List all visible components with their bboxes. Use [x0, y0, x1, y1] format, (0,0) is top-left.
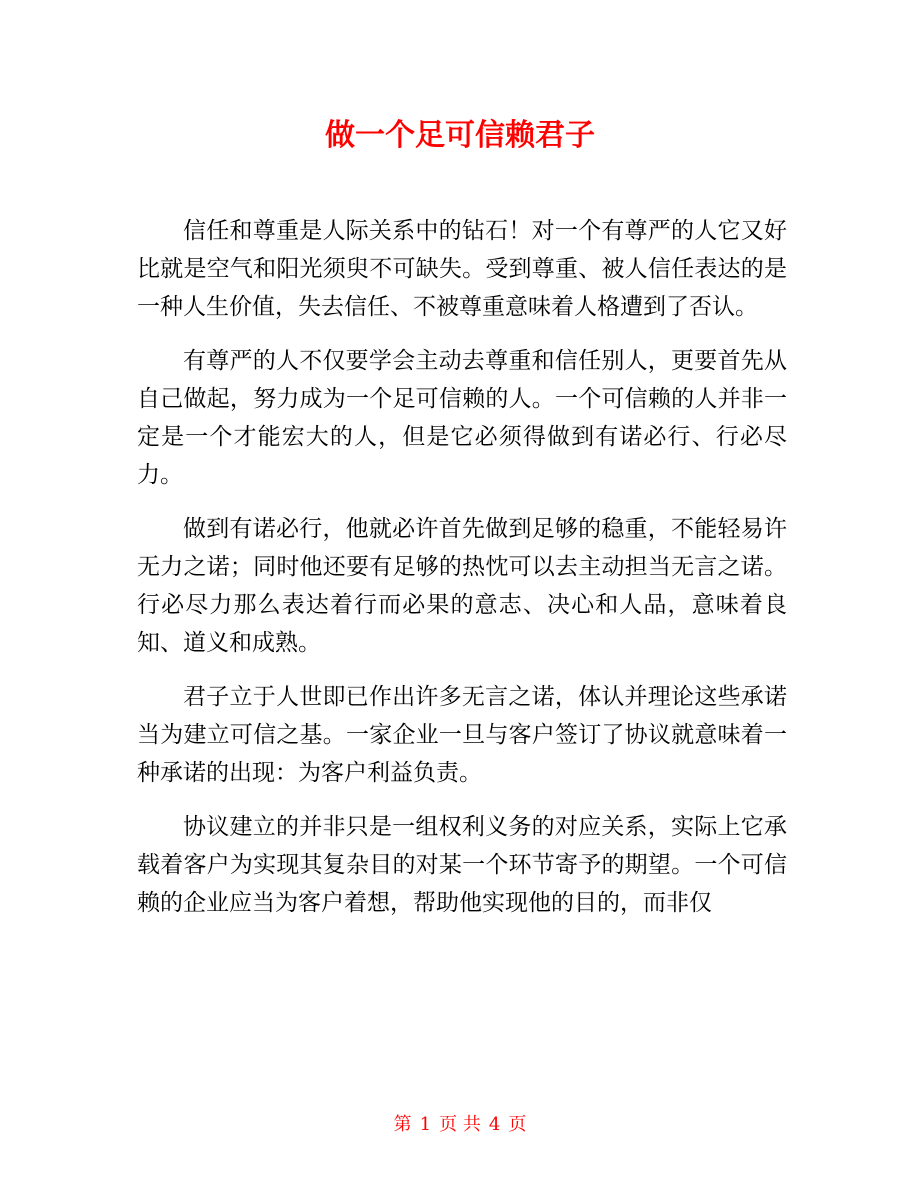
- paragraph-4: 君子立于人世即已作出许多无言之诺，体认并理论这些承诺当为建立可信之基。一家企业一旦与客户签订了协议就意味着一种承诺的出现：为客户利益负责。: [137, 684, 787, 786]
- footer-total-pages: 4: [488, 1114, 501, 1135]
- footer-current-page: 1: [419, 1114, 432, 1135]
- document-body: [137, 212, 787, 938]
- paragraph-1: 信任和尊重是人际关系中的钻石！对一个有尊严的人它又好比就是空气和阳光须臾不可缺失。受到尊重、被人信任表达的是一种人生价值，失去信任、不被尊重意味着人格遭到了否认。: [137, 218, 787, 320]
- page-footer: [0, 1112, 920, 1138]
- footer-mid: 页 共: [439, 1114, 481, 1135]
- footer-prefix: 第: [393, 1114, 412, 1135]
- paragraph-2: 有尊严的人不仅要学会主动去尊重和信任别人，更要首先从自己做起，努力成为一个足可信赖的人。一个可信赖的人并非一定是一个才能宏大的人，但是它必须得做到有诺必行、行必尽力。: [137, 348, 787, 488]
- footer-suffix: 页: [508, 1114, 527, 1135]
- page-title: 做一个足可信赖君子: [325, 118, 595, 153]
- paragraph-3: 做到有诺必行，他就必许首先做到足够的稳重，不能轻易许无力之诺；同时他还要有足够的热忱可以去主动担当无言之诺。行必尽力那么表达着行而必果的意志、决心和人品，意味着良知、道义和成熟。: [137, 516, 787, 656]
- paragraph-5: 协议建立的并非只是一组权利义务的对应关系，实际上它承载着客户为实现其复杂目的对某一个环节寄予的期望。一个可信赖的企业应当为客户着想，帮助他实现他的目的，而非仅: [137, 814, 787, 916]
